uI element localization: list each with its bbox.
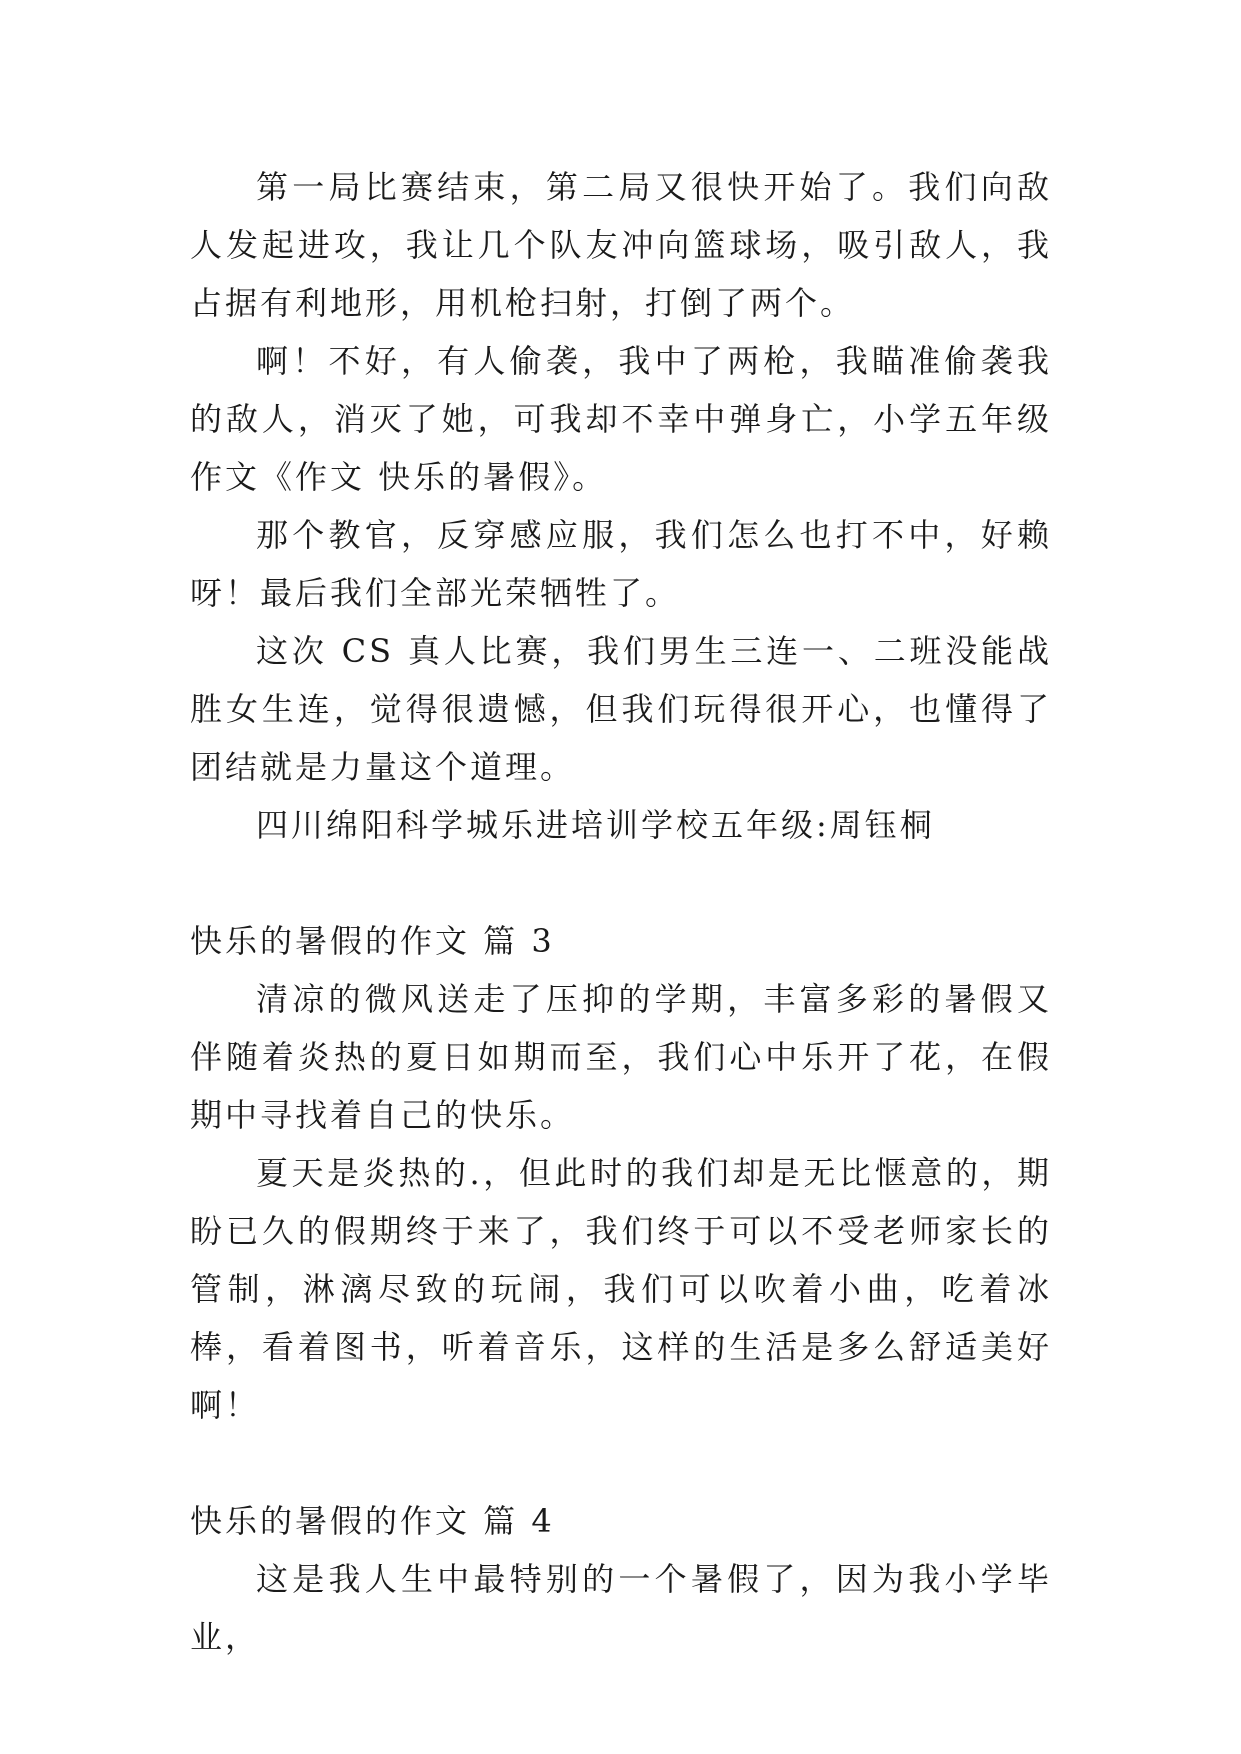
section-gap: [190, 1434, 1052, 1492]
section-heading: 快乐的暑假的作文 篇 3: [190, 922, 555, 960]
paragraph: 清凉的微风送走了压抑的学期，丰富多彩的暑假又伴随着炎热的夏日如期而至，我们心中乐开了花，在假期中寻找着自己的快乐。: [190, 980, 1052, 1134]
document-body: [190, 158, 1052, 1666]
paragraph: 这次 CS 真人比赛，我们男生三连一、二班没能战胜女生连，觉得很遗憾，但我们玩得很开心，也懂得了团结就是力量这个道理。: [190, 632, 1052, 786]
paragraph: 这是我人生中最特别的一个暑假了，因为我小学毕业，: [190, 1560, 1052, 1656]
section-heading: 快乐的暑假的作文 篇 4: [190, 1502, 555, 1540]
paragraph: 那个教官，反穿感应服，我们怎么也打不中，好赖呀！最后我们全部光荣牺牲了。: [190, 516, 1052, 612]
paragraph: 啊！不好，有人偷袭，我中了两枪，我瞄准偷袭我的敌人，消灭了她，可我却不幸中弹身亡，小学五年级作文《作文 快乐的暑假》。: [190, 342, 1052, 496]
paragraph: 夏天是炎热的.，但此时的我们却是无比惬意的，期盼已久的假期终于来了，我们终于可以不受老师家长的管制，淋漓尽致的玩闹，我们可以吹着小曲，吃着冰棒，看着图书，听着音乐，这样的生活是多么舒适美好啊！: [190, 1154, 1052, 1424]
author-line: 四川绵阳科学城乐进培训学校五年级:周钰桐: [256, 806, 935, 844]
section-gap: [190, 854, 1052, 912]
paragraph: 第一局比赛结束，第二局又很快开始了。我们向敌人发起进攻，我让几个队友冲向篮球场，吸引敌人，我占据有利地形，用机枪扫射，打倒了两个。: [190, 168, 1052, 322]
